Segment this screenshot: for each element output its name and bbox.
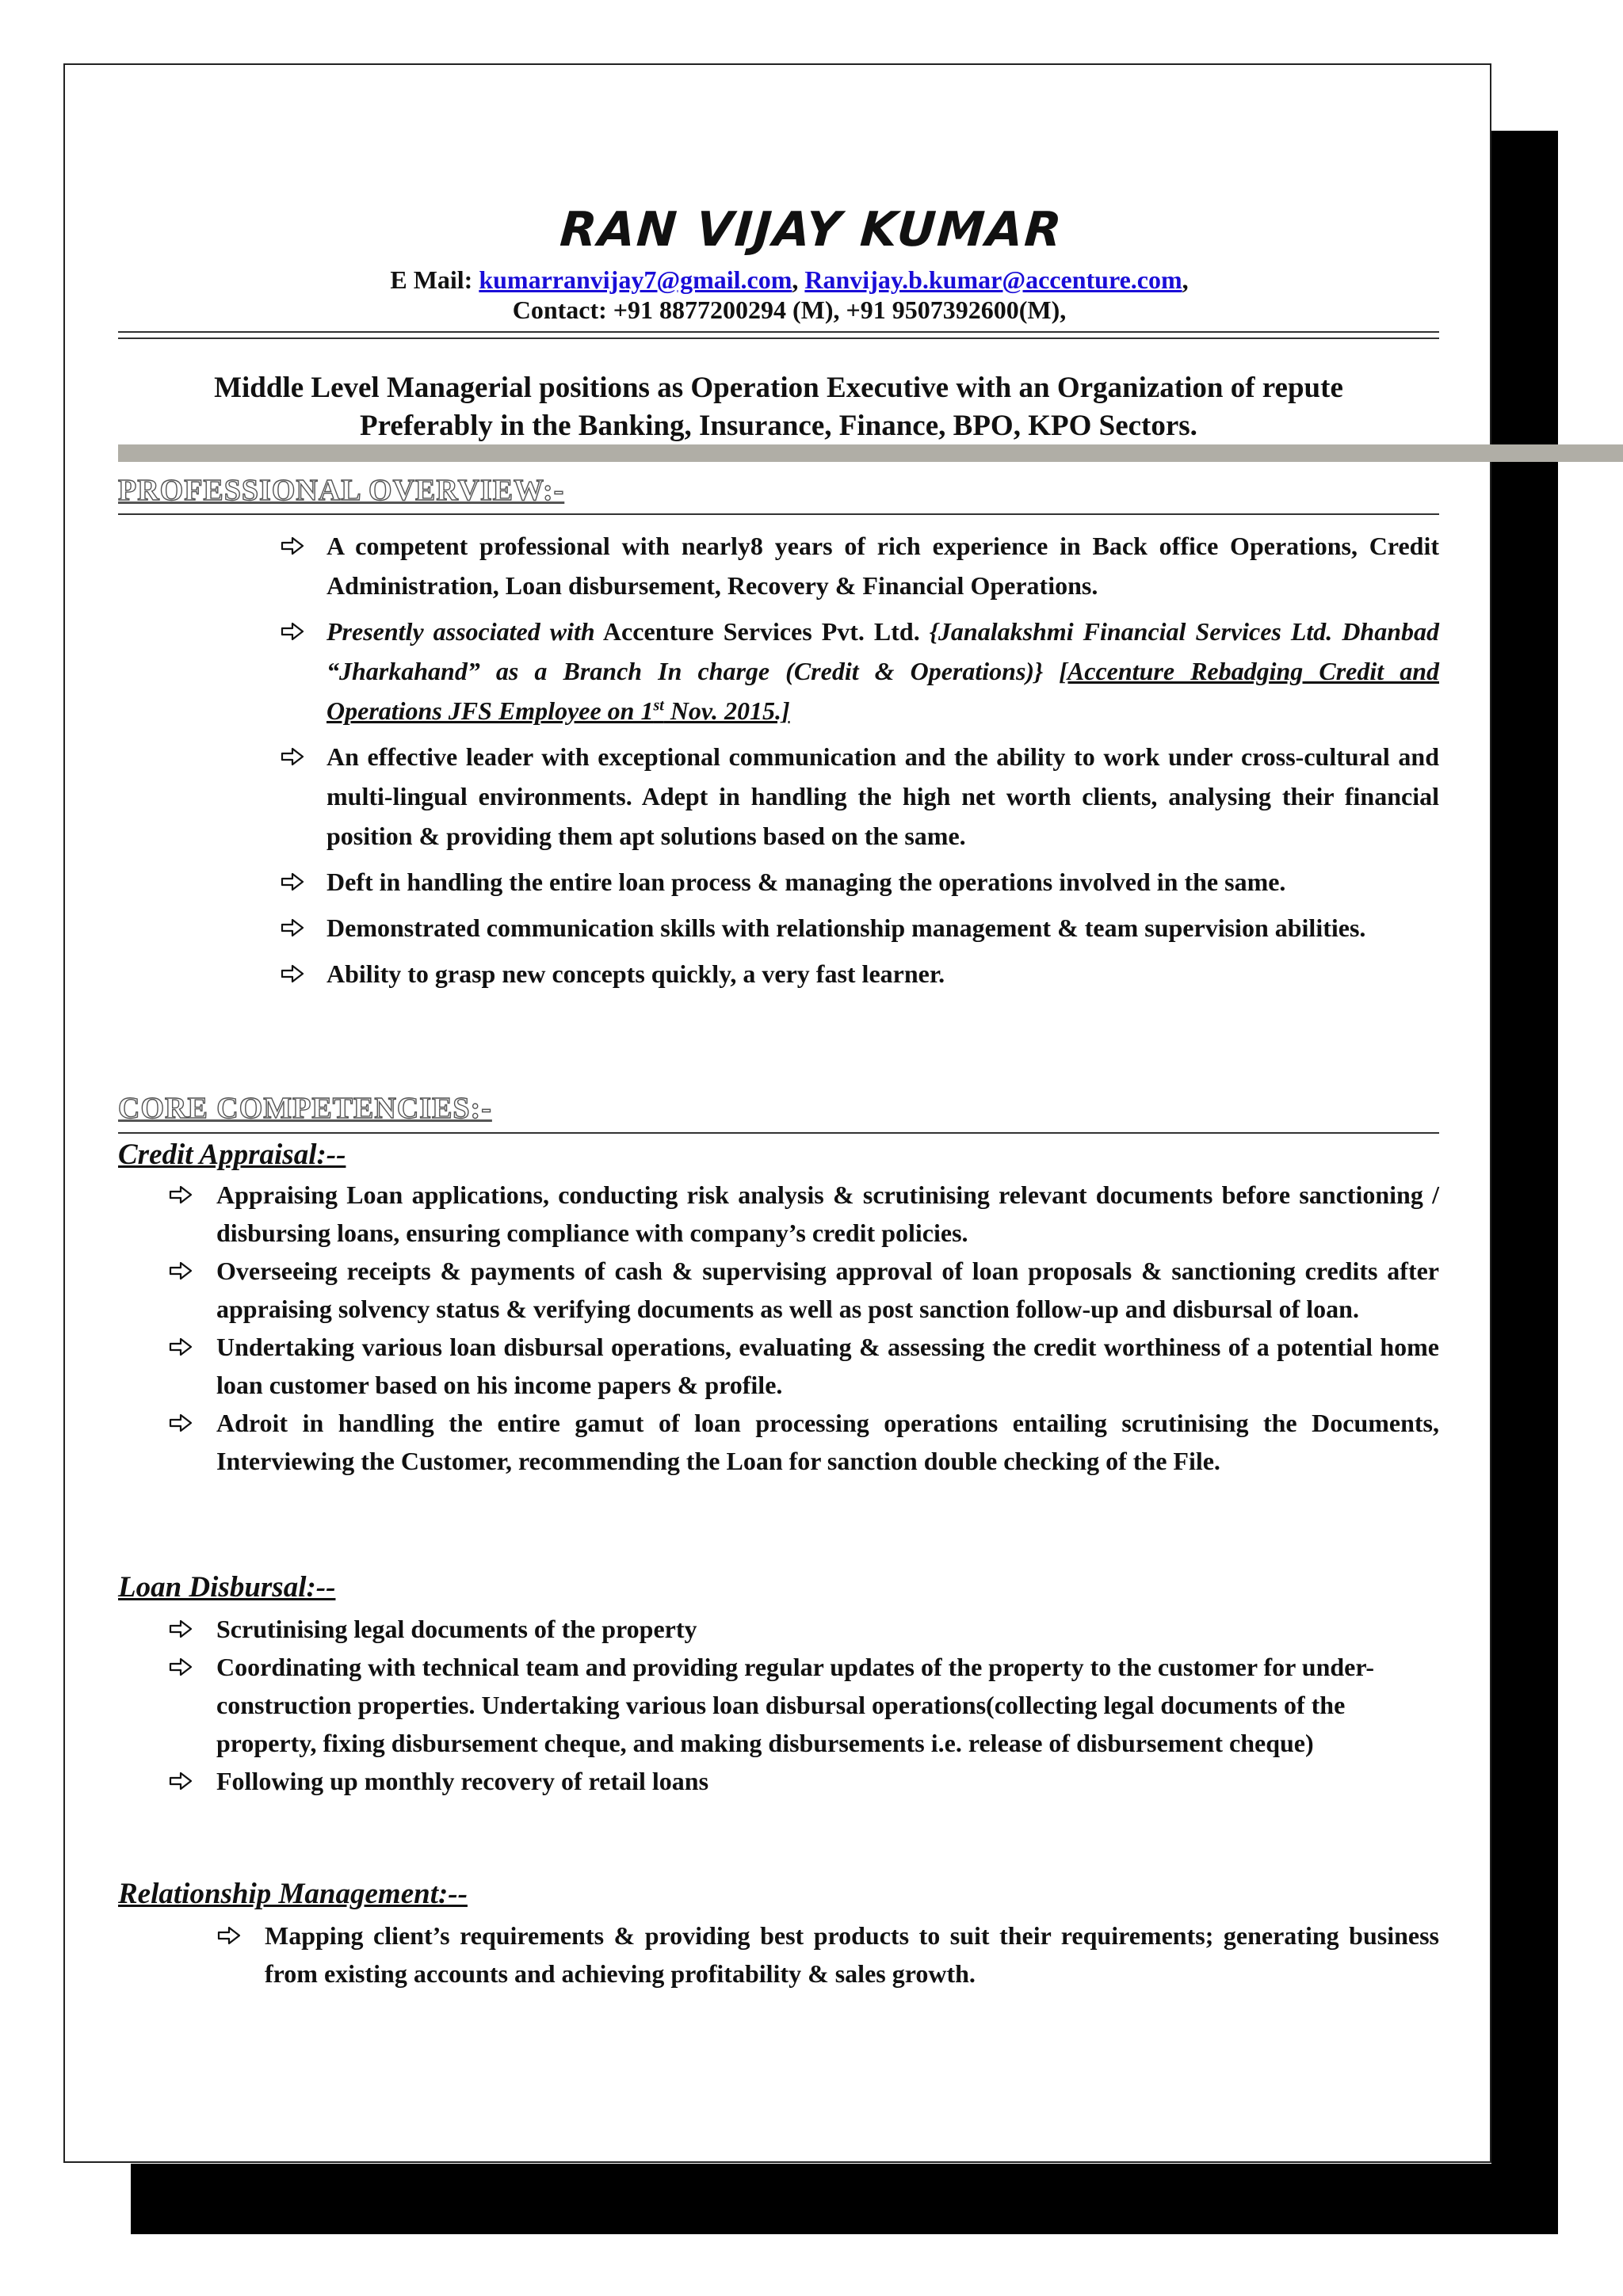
- arrow-bullet-icon: [169, 1657, 193, 1676]
- section-title-professional-overview: PROFESSIONAL OVERVIEW:-: [118, 474, 565, 507]
- objective-line-2: Preferably in the Banking, Insurance, Finance, BPO, KPO Sectors.: [360, 410, 1197, 442]
- arrow-bullet-icon: [281, 536, 304, 555]
- arrow-bullet-icon: [169, 1185, 193, 1204]
- email-link-accenture[interactable]: Ranvijay.b.kumar@accenture.com: [804, 265, 1182, 294]
- current-role-lead: Presently associated with: [327, 617, 595, 646]
- candidate-name: RAN VIJAY KUMAR: [558, 202, 1065, 257]
- arrow-bullet-icon: [281, 918, 304, 937]
- list-item: Demonstrated communication skills with relationship management & team supervision abilities.: [327, 908, 1439, 948]
- email-label: E Mail:: [390, 265, 479, 294]
- arrow-bullet-icon: [281, 622, 304, 641]
- list-item: Mapping client’s requirements & providing best products to suit their requirements; generating business from existing accounts and achieving profitability & sales growth.: [265, 1917, 1439, 1993]
- loan-disbursal-list: [216, 1610, 1439, 1800]
- subhead-credit-appraisal: Credit Appraisal:--: [118, 1138, 346, 1171]
- list-item: Adroit in handling the entire gamut of loan processing operations entailing scrutinising the Documents, Interviewing the Customer, recommending the Loan for sanction double checking of the File.: [216, 1404, 1439, 1480]
- contact-phone-line: Contact: +91 8877200294 (M), +91 9507392600(M),: [512, 296, 1067, 324]
- header-divider-top: [118, 331, 1439, 333]
- list-item: Coordinating with technical team and providing regular updates of the property to the customer for under-construction properties. Undertaking various loan disbursal operations(collecting legal documents of the property, fixing disbursement cheque, and making disbursements i.e. release of disbursement cheque): [216, 1648, 1439, 1762]
- email-line: [0, 265, 1579, 295]
- objective-gray-bar: [118, 444, 1623, 462]
- email-separator: ,: [792, 265, 805, 294]
- list-item: Appraising Loan applications, conducting risk analysis & scrutinising relevant documents before sanctioning / disbursing loans, ensuring compliance with company’s credit policies.: [216, 1176, 1439, 1252]
- subhead-loan-disbursal: Loan Disbursal:--: [118, 1571, 336, 1604]
- career-objective: [118, 369, 1439, 445]
- list-item: Undertaking various loan disbursal operations, evaluating & assessing the credit worthiness of a potential home loan customer based on his income papers & profile.: [216, 1328, 1439, 1404]
- arrow-bullet-icon: [281, 872, 304, 891]
- email-link-gmail[interactable]: kumarranvijay7@gmail.com: [479, 265, 792, 294]
- relationship-management-list: [265, 1917, 1439, 1993]
- arrow-bullet-icon: [169, 1337, 193, 1356]
- arrow-bullet-icon: [281, 964, 304, 983]
- professional-overview-rule: [118, 513, 1439, 515]
- section-title-core-competencies: CORE COMPETENCIES:-: [118, 1092, 492, 1125]
- arrow-bullet-icon: [217, 1926, 241, 1945]
- header-divider-bottom: [118, 338, 1439, 339]
- current-company: Accenture Services Pvt. Ltd.: [594, 617, 930, 646]
- arrow-bullet-icon: [169, 1413, 193, 1432]
- credit-appraisal-list: [216, 1176, 1439, 1480]
- rebadge-note: [Accenture Rebadging Credit and Operations JFS Employee on 1st Nov. 2015.]: [327, 657, 1440, 725]
- list-item: An effective leader with exceptional communication and the ability to work under cross-cultural and multi-lingual environments. Adept in handling the high net worth clients, analysing their financial position & providing them apt solutions based on the same.: [327, 737, 1439, 856]
- arrow-bullet-icon: [169, 1261, 193, 1280]
- list-item: Scrutinising legal documents of the property: [216, 1610, 1439, 1648]
- page-shadow-bottom: [131, 2164, 1558, 2234]
- list-item: Overseeing receipts & payments of cash & supervising approval of loan proposals & sanctioning credits after appraising solvency status & verifying documents as well as post sanction follow-up and disbursal of loan.: [216, 1252, 1439, 1328]
- subhead-relationship-management: Relationship Management:--: [118, 1878, 468, 1910]
- list-item: Deft in handling the entire loan process & managing the operations involved in the same.: [327, 862, 1439, 902]
- arrow-bullet-icon: [169, 1772, 193, 1791]
- current-client: {Janalakshmi Financial Services Ltd. Dhanbad “Jharkahand” as a Branch In charge (Credit & Operations)}: [327, 617, 1440, 685]
- core-competencies-rule: [118, 1132, 1439, 1134]
- professional-overview-list: [327, 526, 1439, 1000]
- objective-line-1: Middle Level Managerial positions as Operation Executive with an Organization of repute: [214, 372, 1343, 404]
- arrow-bullet-icon: [281, 747, 304, 766]
- list-item: Following up monthly recovery of retail loans: [216, 1762, 1439, 1800]
- list-item: Ability to grasp new concepts quickly, a very fast learner.: [327, 954, 1439, 994]
- email-trailing-comma: ,: [1182, 265, 1189, 294]
- arrow-bullet-icon: [169, 1619, 193, 1638]
- list-item: [327, 612, 1439, 730]
- list-item: A competent professional with nearly8 years of rich experience in Back office Operations, Credit Administration, Loan disbursement, Recovery & Financial Operations.: [327, 526, 1439, 605]
